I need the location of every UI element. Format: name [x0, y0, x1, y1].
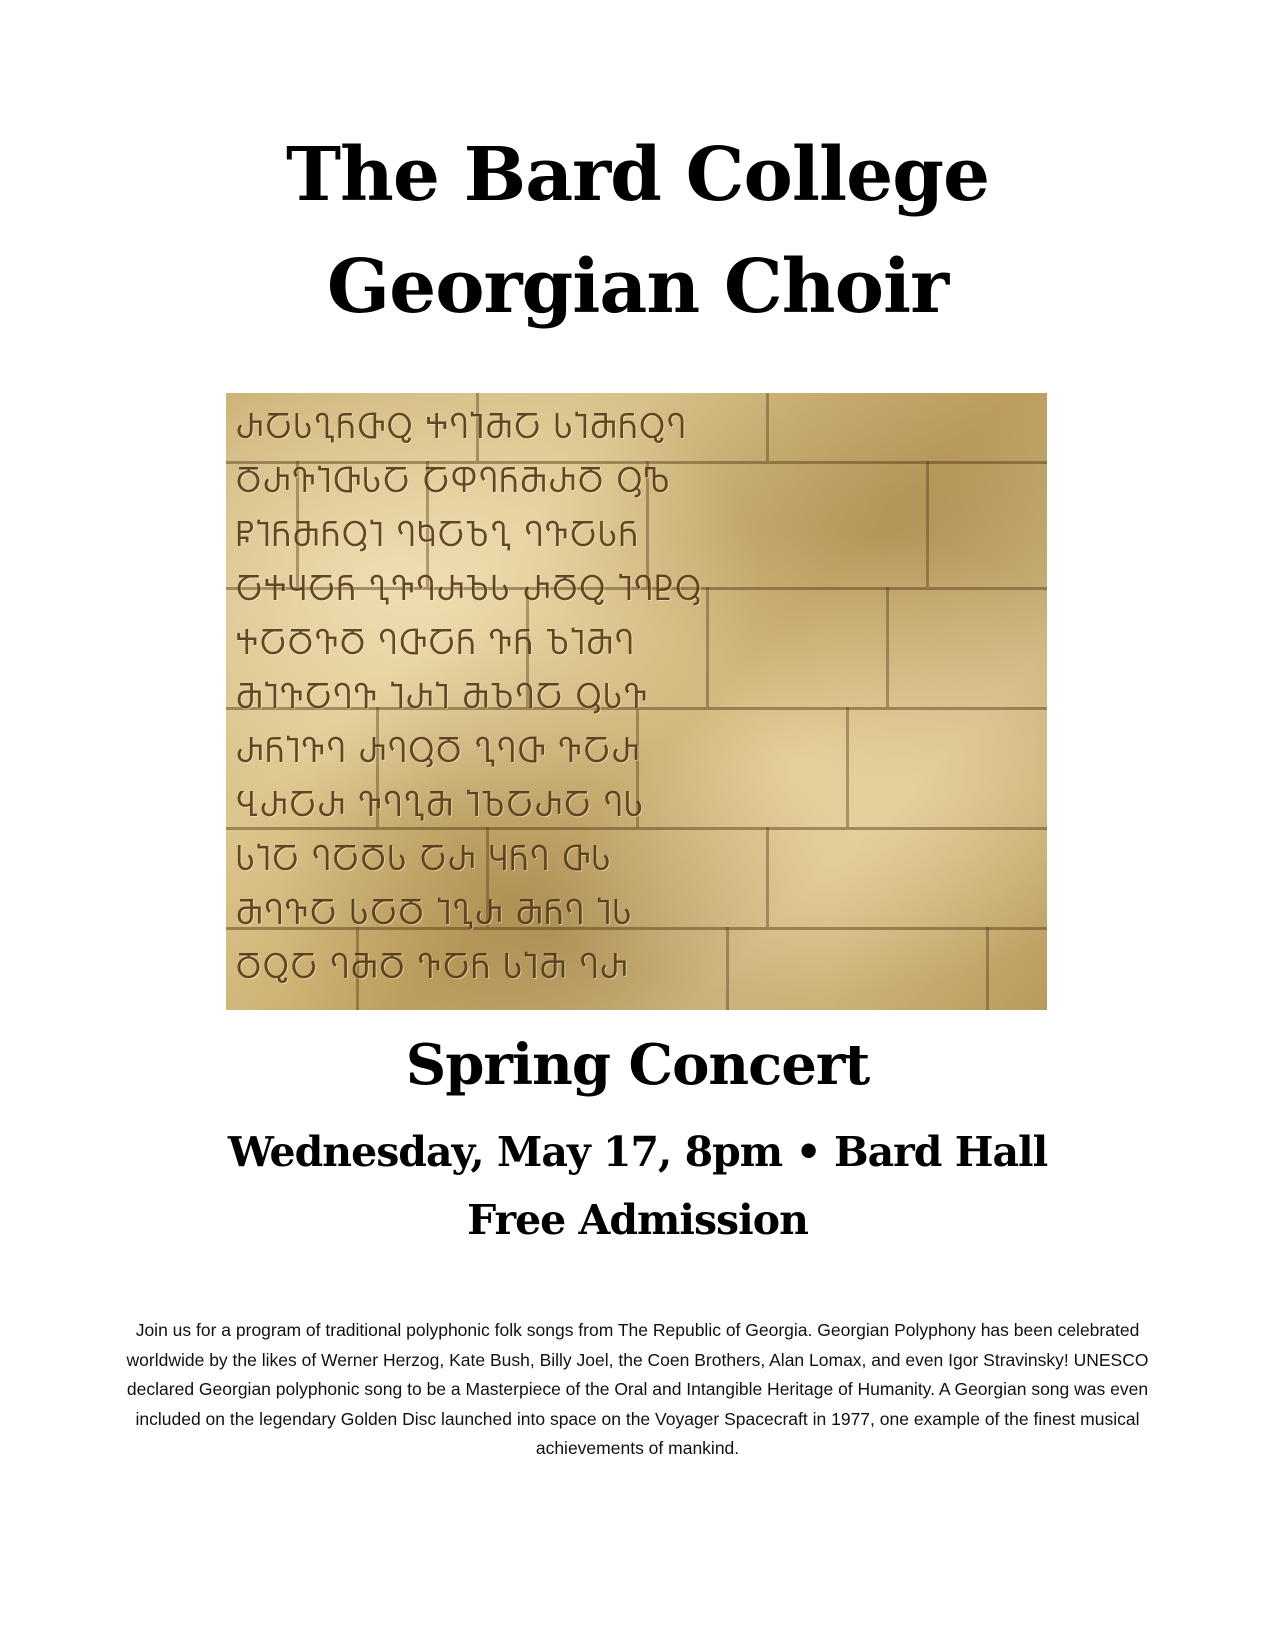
poster-title-line-1: The Bard College [285, 132, 990, 218]
georgian-script-wall-image [226, 393, 1047, 1010]
poster-title-line-2: Georgian Choir [326, 244, 949, 330]
admission-info: Free Admission [467, 1196, 808, 1244]
carved-script-row: ႰႬႨႥႤ ႰႤႳႣ ႢႤႧ ႥႠႰ [236, 735, 642, 770]
carved-script-row: ႰႠႱႢႬႧႭ ႵႤႨႫႠ ႱႨႫႬႭႤ [236, 411, 688, 446]
carved-script-row: ႱႨႠ ႤႠႣႱ ႠႰ ႷႬႤ ႧႱ [236, 843, 613, 878]
carved-script-row: ႣႭႠ ႤႫႣ ႥႠႬ ႱႨႫ ႤႰ [236, 951, 630, 986]
concert-description: Join us for a program of traditional polyphonic folk songs from The Republic of Georgia. Georgian Polyphony has been celebrated worldwide by the likes of Werner Herzog, Kate Bush, Billy Joel, the Coen Brothers, Alan Lomax, and even Igor Stravinsky! UNESCO declared Georgian polyphonic song to be a Masterpiece of the Oral and Intangible Heritage of Humanity. A Georgian song was even included on the legendary Golden Disc launched into space on the Voyager Spacecraft in 1977, one example of the finest musical achievements of mankind. [126, 1320, 1149, 1458]
carved-script-row: ႣႰႥႨႧႱႠ ႠႴႤႬႫႰႣ ႳႪ [236, 465, 672, 500]
concert-subtitle: Spring Concert [405, 1032, 870, 1098]
carved-script-row: ႫႨႥႠႤႥ ႨႰႨ ႫႦႤႠ ႳႱႥ [236, 681, 649, 716]
carved-script-row: ႠႵႷႠႬ ႢႥႤႰႦႱ ႰႣႭ ႨႤႲႳ [236, 573, 703, 608]
carved-script-row: ႼႨႬႫႬႳႨ ႤႩႠႦႢ ႤႥႠႱႬ [236, 519, 640, 554]
carved-script-row: ႫႤႥႠ ႱႠႣ ႨႢႰ ႫႬႤ ႨႱ [236, 897, 634, 932]
carved-script-row: ႡႰႠႰ ႥႤႢႫ ႨႦႠႰႠ ႤႱ [236, 789, 645, 824]
carved-script-row: ႵႠႣႥႣ ႤႧႠႬ ႥႬ ႦႨႫႤ [236, 627, 636, 662]
event-date-location: Wednesday, May 17, 8pm • Bard Hall [227, 1128, 1048, 1176]
